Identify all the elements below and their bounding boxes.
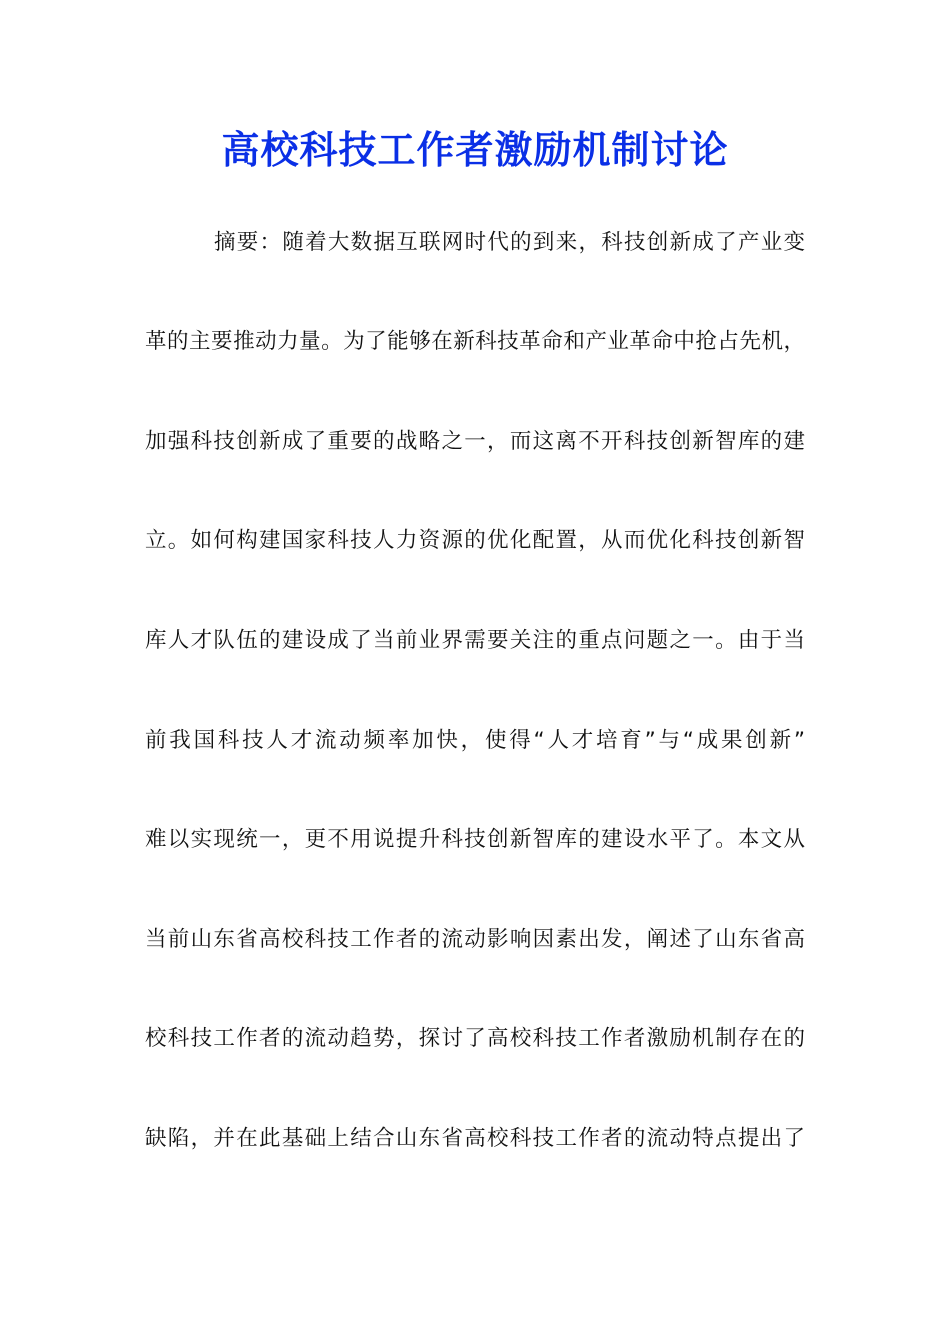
abstract-line: 立。如何构建国家科技人力资源的优化配置，从而优化科技创新智	[145, 528, 805, 553]
abstract-line: 加强科技创新成了重要的战略之一，而这离不开科技创新智库的建	[145, 429, 805, 454]
abstract-line: 库人才队伍的建设成了当前业界需要关注的重点问题之一。由于当	[145, 628, 805, 653]
abstract-line: 革的主要推动力量。为了能够在新科技革命和产业革命中抢占先机，	[145, 329, 805, 354]
abstract-line: 前我国科技人才流动频率加快，使得“人才培育”与“成果创新”	[145, 728, 805, 753]
abstract-line: 校科技工作者的流动趋势，探讨了高校科技工作者激励机制存在的	[145, 1026, 805, 1051]
abstract-line: 当前山东省高校科技工作者的流动影响因素出发，阐述了山东省高	[145, 927, 805, 952]
abstract-line: 难以实现统一，更不用说提升科技创新智库的建设水平了。本文从	[145, 827, 805, 852]
abstract-line: 摘要：随着大数据互联网时代的到来，科技创新成了产业变	[214, 230, 805, 255]
abstract-line: 缺陷，并在此基础上结合山东省高校科技工作者的流动特点提出了	[145, 1126, 805, 1151]
document-title: 高校科技工作者激励机制讨论	[221, 127, 729, 172]
